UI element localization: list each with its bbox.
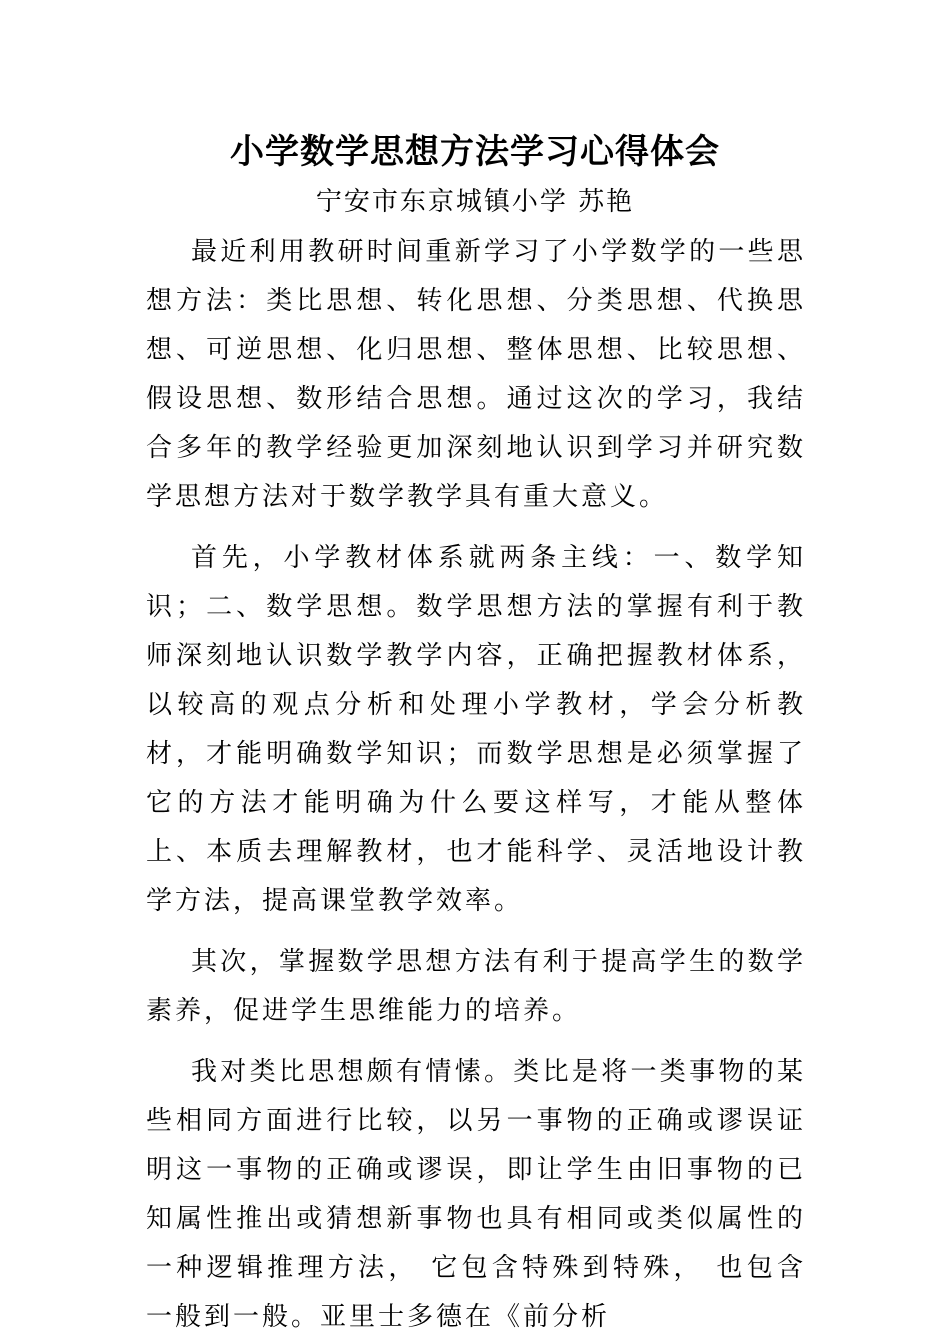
author-line: 宁安市东京城镇小学 苏艳 bbox=[315, 187, 635, 217]
paragraph-2: 首先，小学教材体系就两条主线：一、数学知识；二、数学思想。数学思想方法的掌握有利于教师深刻地认识数学教学内容，正确把握教材体系，以较高的观点分析和处理小学教材，学会分析教材，才能明确数学知识；而数学思想是必须掌握了它的方法才能明确为什么要这样写，才能从整体上、本质去理解教材，也才能科学、灵活地设计教学方法，提高课堂教学效率。 bbox=[146, 543, 806, 916]
paragraph-4: 我对类比思想颇有情愫。类比是将一类事物的某些相同方面进行比较，以另一事物的正确或谬误证明这一事物的正确或谬误，即让学生由旧事物的已知属性推出或猜想新事物也具有相同或类似属性的一种逻辑推理方法， 它包含特殊到特殊， 也包含一般到一般。亚里士多德在《前分析 bbox=[146, 1057, 806, 1332]
paragraph-3: 其次，掌握数学思想方法有利于提高学生的数学素养，促进学生思维能力的培养。 bbox=[146, 947, 806, 1026]
page-title: 小学数学思想方法学习心得体会 bbox=[230, 132, 720, 172]
document-body bbox=[146, 228, 806, 1342]
paragraph-1: 最近利用教研时间重新学习了小学数学的一些思想方法：类比思想、转化思想、分类思想、代换思想、可逆思想、化归思想、整体思想、比较思想、假设思想、数形结合思想。通过这次的学习，我结合多年的教学经验更加深刻地认识到学习并研究数学思想方法对于数学教学具有重大意义。 bbox=[146, 237, 806, 512]
